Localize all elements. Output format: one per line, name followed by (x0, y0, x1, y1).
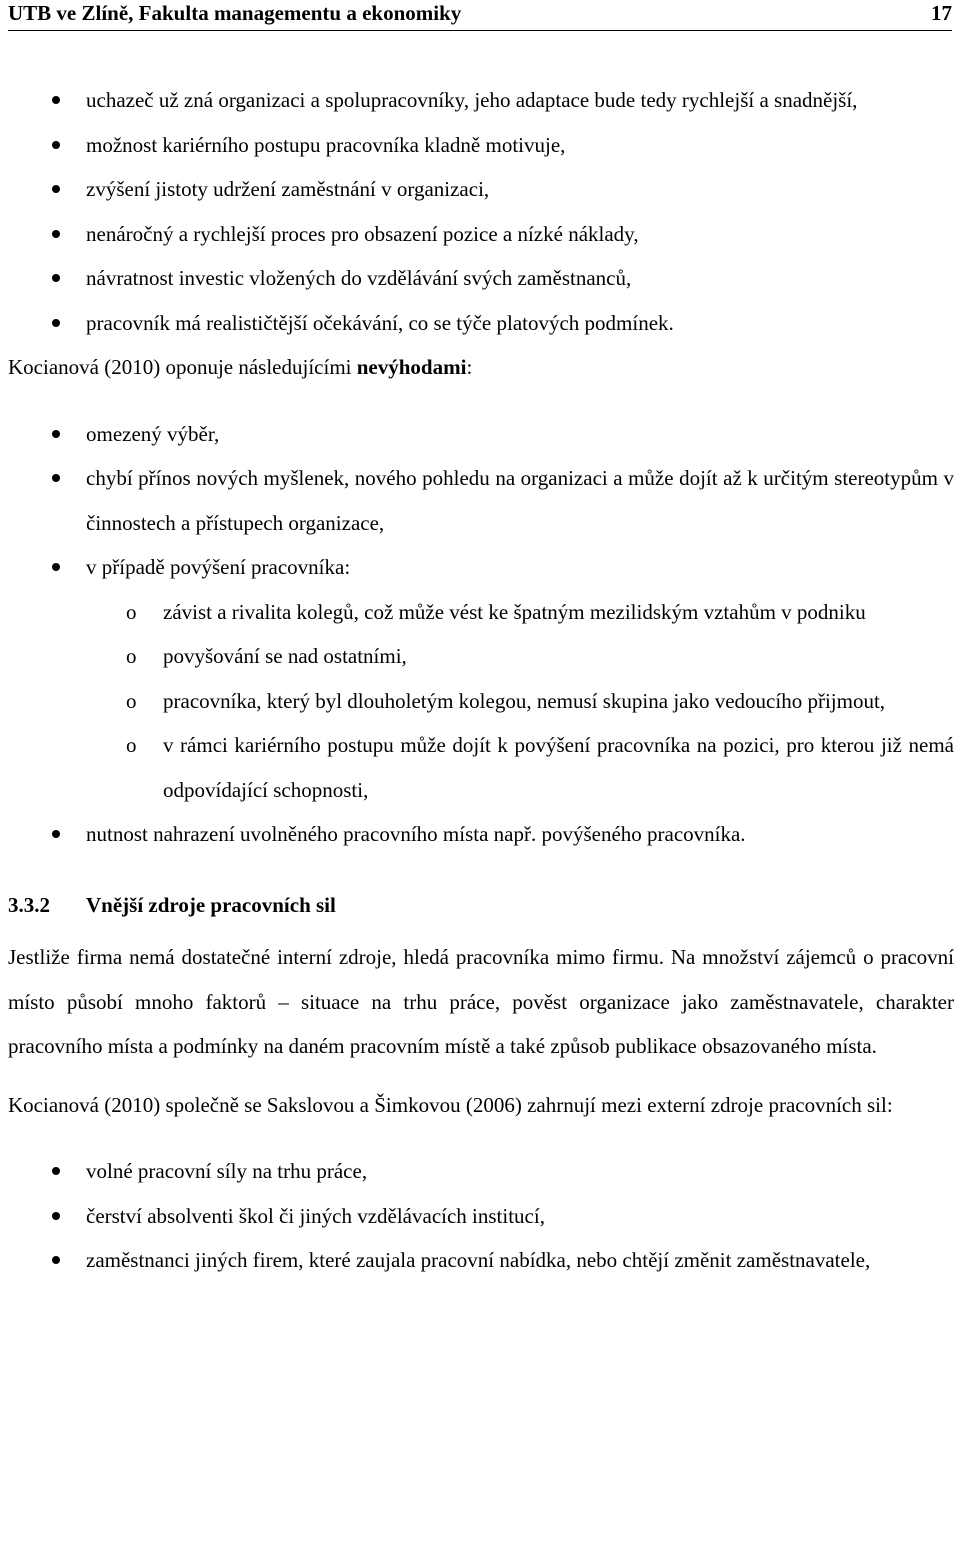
sub-item-text: v rámci kariérního postupu může dojít k povýšení pracovníka na pozici, pro kterou již nemá odpovídající schopnosti, (163, 733, 954, 802)
section-number: 3.3.2 (8, 892, 50, 917)
sub-bullet: o (126, 688, 137, 713)
list-item-text: v případě povýšení pracovníka: (86, 555, 351, 579)
advantages-list (8, 78, 954, 345)
external-sources-list (8, 1149, 954, 1283)
sub-item-text: povyšování se nad ostatními, (163, 644, 407, 668)
list-item: uchazeč už zná organizaci a spolupracovníky, jeho adaptace bude tedy rychlejší a snadnější, (8, 78, 954, 123)
list-item: pracovník má realističtější očekávání, co se týče platových podmínek. (8, 301, 954, 346)
list-item: zvýšení jistoty udržení zaměstnání v organizaci, (8, 167, 954, 212)
disadvantages-intro (8, 345, 954, 390)
list-item: možnost kariérního postupu pracovníka kladně motivuje, (8, 123, 954, 168)
list-item: zaměstnanci jiných firem, které zaujala pracovní nabídka, nebo chtějí změnit zaměstnavatele, (8, 1238, 954, 1283)
sub-list-item (8, 590, 954, 635)
intro-bold: nevýhodami (356, 355, 467, 379)
sub-bullet: o (126, 599, 137, 624)
page-number: 17 (931, 1, 952, 25)
section-heading (8, 883, 954, 928)
list-item: nenáročný a rychlejší proces pro obsazení pozice a nízké náklady, (8, 212, 954, 257)
paragraph: Kocianová (2010) společně se Sakslovou a Šimkovou (2006) zahrnují mezi externí zdroje pracovních sil: (8, 1092, 893, 1117)
sub-bullet: o (126, 733, 137, 757)
paragraph: Jestliže firma nemá dostatečné interní zdroje, hledá pracovníka mimo firmu. Na množství zájemců o pracovní místo působí mnoho faktorů – situace na trhu práce, pověst organizace jako zaměstnavatele, charakter pracovního místa a podmínky na daném pracovním místě a také způsob publikace obsazovaného místa. (8, 945, 954, 1058)
disadvantages-list (8, 412, 954, 857)
list-item: volné pracovní síly na trhu práce, (8, 1149, 954, 1194)
intro-text: Kocianová (2010) oponuje následujícími (8, 355, 357, 379)
list-item: chybí přínos nových myšlenek, nového pohledu na organizaci a může dojít až k určitým stereotypům v činnostech a přístupech organizace, (8, 456, 954, 545)
sub-list (8, 590, 954, 813)
list-item (8, 545, 954, 812)
sub-item-text: závist a rivalita kolegů, což může vést ke špatným mezilidským vztahům v podniku (163, 599, 866, 624)
list-item: čerství absolventi škol či jiných vzdělávacích institucí, (8, 1194, 954, 1239)
sub-list-item (8, 723, 954, 812)
running-header (8, 0, 952, 31)
section-title: Vnější zdroje pracovních sil (86, 892, 336, 917)
list-item: nutnost nahrazení uvolněného pracovního místa např. povýšeného pracovníka. (8, 812, 954, 857)
list-item: návratnost investic vložených do vzdělávání svých zaměstnanců, (8, 256, 954, 301)
intro-colon: : (466, 355, 473, 379)
sub-list-item (8, 634, 954, 679)
header-title: UTB ve Zlíně, Fakulta managementu a ekonomiky (8, 1, 462, 25)
sub-bullet: o (126, 644, 137, 668)
sub-list-item (8, 679, 954, 724)
sub-item-text: pracovníka, který byl dlouholetým kolegou, nemusí skupina jako vedoucího přijmout, (163, 688, 886, 713)
list-item: omezený výběr, (8, 412, 954, 457)
page-body (8, 78, 954, 1283)
